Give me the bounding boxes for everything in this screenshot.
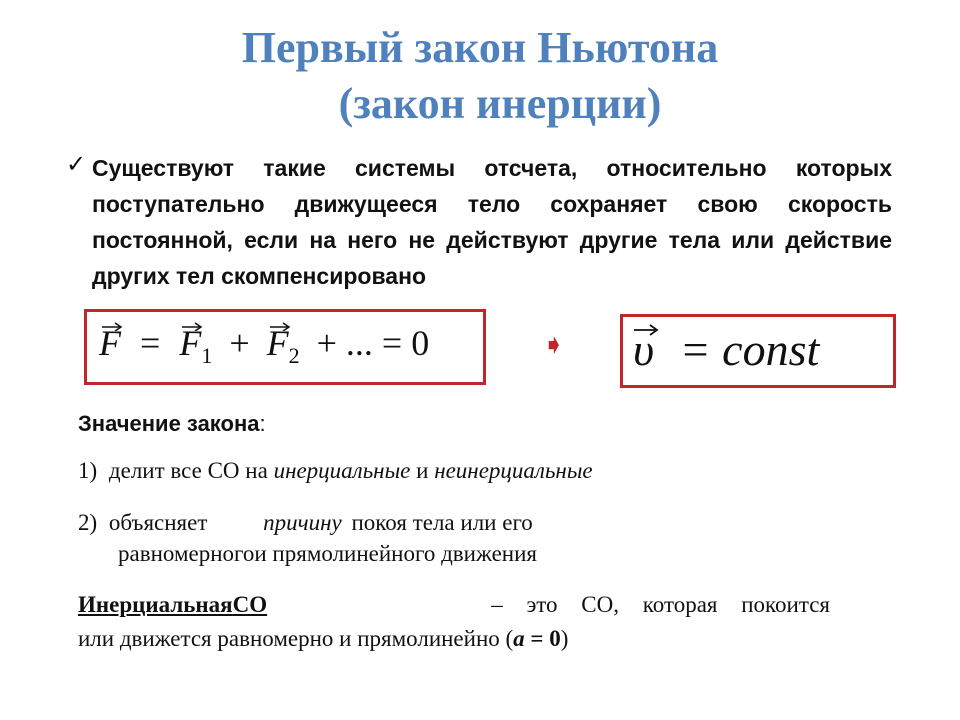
meaning-item-2: 2) объясняет причину покоя тела или его равномерногои прямолинейного движения: [78, 510, 537, 566]
meaning-item-1: 1) делит все СО на инерциальные и неинерциальные: [78, 458, 593, 483]
vector-arrow-icon: [181, 319, 203, 331]
force-sum-formula: F = $F_1$ + $F_2$ + ... = 0: [99, 322, 429, 369]
implies-arrow-icon: ➧: [542, 329, 566, 360]
law-definition: Существуют такие системы отсчета, относительно которых поступательно движущееся тело сохраняет свою скорость постоянной, если на него не действуют другие тела или действие других тел скомпенсировано: [92, 155, 892, 289]
force-vector-1: F: [179, 323, 201, 363]
force-vector: F: [99, 323, 121, 363]
velocity-vector: υ: [633, 324, 654, 375]
page-title: Первый закон Ньютона: [241, 23, 719, 72]
vector-arrow-icon: [269, 319, 291, 331]
velocity-const-formula: υ = const: [633, 324, 820, 375]
meaning-heading: Значение закона:: [78, 411, 266, 436]
inertial-definition: Инерциальная СО – это СО, которая покоится или движется равномерно и прямолинейно (а = 0): [78, 592, 830, 651]
force-sum-formula-box: [84, 309, 486, 385]
vector-arrow-icon: [101, 319, 123, 331]
force-vector-2: F: [267, 323, 289, 363]
velocity-const-formula-box: [620, 314, 896, 388]
vector-arrow-icon: [633, 322, 659, 336]
page-subtitle: (закон инерции): [338, 79, 662, 128]
checkmark-icon: ✓: [66, 151, 87, 178]
